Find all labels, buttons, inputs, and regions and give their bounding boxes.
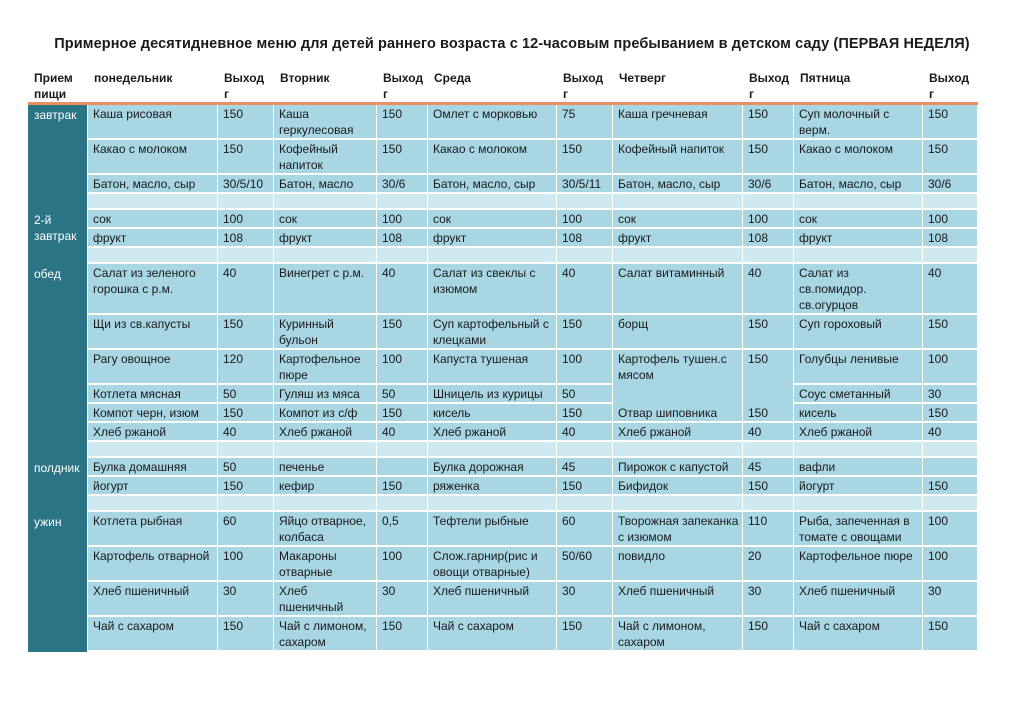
yield-cell: 40 [557,264,613,315]
dish-cell: Хлеб пшеничный [428,582,557,617]
yield-cell: 108 [557,229,613,248]
yield-cell: 100 [557,210,613,229]
yield-cell: 30/6 [377,175,428,194]
yield-cell: 100 [923,210,978,229]
yield-cell: 150 [743,105,794,140]
meal-label: ужин [28,512,88,652]
dish-cell: Творожная запеканка с изюмом [613,512,743,547]
header-friday: Пятница [794,68,923,102]
dish-cell: Чай с сахаром [428,617,557,652]
dish-cell: Каша геркулесовая [274,105,377,140]
dish-cell: Слож.гарнир(рис и овощи отварные) [428,547,557,582]
yield-cell: 40 [377,423,428,442]
dish-cell: Картофельное пюре [794,547,923,582]
dish-cell: Отвар шиповника [613,404,743,423]
dish-cell: Батон, масло, сыр [794,175,923,194]
dish-cell: Голубцы ленивые [794,350,923,385]
dish-cell: Котлета рыбная [88,512,218,547]
dish-cell: йогурт [88,477,218,496]
yield-cell: 50/60 [557,547,613,582]
yield-cell: 150 [743,404,794,423]
dish-cell: Булка домашняя [88,458,218,477]
header-yield: Выход г [557,68,613,102]
empty-cell [218,442,274,458]
dish-cell: Салат из св.помидор. св.огурцов [794,264,923,315]
yield-cell: 100 [923,512,978,547]
dish-cell: борщ [613,315,743,350]
dish-cell: Макароны отварные [274,547,377,582]
dish-cell: Хлеб ржаной [274,423,377,442]
yield-cell: 108 [218,229,274,248]
yield-cell: 100 [218,547,274,582]
yield-cell: 150 [743,617,794,652]
yield-cell: 150 [218,617,274,652]
dish-cell: Батон, масло [274,175,377,194]
meal-label: полдник [28,458,88,512]
yield-cell: 100 [218,210,274,229]
dish-cell: Капуста тушеная [428,350,557,385]
empty-cell [743,442,794,458]
yield-cell: 30/6 [743,175,794,194]
yield-cell: 0,5 [377,512,428,547]
dish-cell: Салат из зеленого горошка с р.м. [88,264,218,315]
yield-cell: 45 [743,458,794,477]
empty-cell [88,496,218,512]
dish-cell: Винегрет с р.м. [274,264,377,315]
empty-cell [274,248,377,264]
dish-cell: фрукт [428,229,557,248]
dish-cell: Какао с молоком [88,140,218,175]
yield-cell: 150 [743,315,794,350]
empty-cell [743,194,794,210]
header-tuesday: Вторник [274,68,377,102]
yield-cell: 50 [377,385,428,404]
yield-cell: 60 [557,512,613,547]
dish-cell: Котлета мясная [88,385,218,404]
yield-cell: 40 [218,423,274,442]
yield-cell [377,458,428,477]
dish-cell: Чай с лимоном, сахаром [274,617,377,652]
dish-cell: Картофель тушен.с мясом [613,350,743,385]
dish-cell: повидло [613,547,743,582]
dish-cell: Бифидок [613,477,743,496]
yield-cell: 108 [377,229,428,248]
empty-cell [218,194,274,210]
yield-cell: 30/5/10 [218,175,274,194]
yield-cell: 150 [557,404,613,423]
empty-cell [428,442,557,458]
yield-cell: 150 [377,140,428,175]
yield-cell: 40 [923,264,978,315]
header-monday: понедельник [88,68,218,102]
yield-cell: 20 [743,547,794,582]
dish-cell: ряженка [428,477,557,496]
dish-cell: сок [794,210,923,229]
yield-cell: 100 [923,547,978,582]
dish-cell: Какао с молоком [428,140,557,175]
empty-cell [743,496,794,512]
meal-label: 2-й завтрак [28,210,88,264]
dish-cell: Щи из св.капусты [88,315,218,350]
dish-cell: Булка дорожная [428,458,557,477]
yield-cell: 100 [377,210,428,229]
header-thursday: Четверг [613,68,743,102]
yield-cell: 40 [557,423,613,442]
dish-cell: Пирожок с капустой [613,458,743,477]
dish-cell: Батон, масло, сыр [428,175,557,194]
empty-cell [794,442,923,458]
yield-cell: 40 [377,264,428,315]
dish-cell: Батон, масло, сыр [613,175,743,194]
dish-cell: Гуляш из мяса [274,385,377,404]
yield-cell: 30 [377,582,428,617]
empty-cell [613,194,743,210]
empty-cell [923,248,978,264]
empty-cell [557,248,613,264]
yield-cell: 120 [218,350,274,385]
yield-cell: 150 [218,404,274,423]
dish-cell: вафли [794,458,923,477]
yield-cell: 150 [743,350,794,385]
dish-cell: Какао с молоком [794,140,923,175]
empty-cell [923,496,978,512]
empty-cell [557,442,613,458]
empty-cell [923,194,978,210]
empty-cell [613,442,743,458]
empty-cell [613,248,743,264]
yield-cell: 30 [557,582,613,617]
dish-cell: фрукт [613,229,743,248]
yield-cell: 150 [923,404,978,423]
empty-cell [274,194,377,210]
dish-cell: Рыба, запеченная в томате с овощами [794,512,923,547]
yield-cell: 150 [923,140,978,175]
yield-cell: 150 [218,105,274,140]
yield-cell: 150 [923,617,978,652]
dish-cell: Каша рисовая [88,105,218,140]
empty-cell [743,385,794,404]
yield-cell: 150 [743,477,794,496]
empty-cell [794,248,923,264]
empty-cell [88,194,218,210]
dish-cell: Хлеб пшеничный [794,582,923,617]
dish-cell: Омлет с морковью [428,105,557,140]
dish-cell: Суп молочный с верм. [794,105,923,140]
yield-cell: 150 [377,477,428,496]
dish-cell: Яйцо отварное, колбаса [274,512,377,547]
yield-cell: 40 [743,423,794,442]
dish-cell: Чай с сахаром [88,617,218,652]
dish-cell: Суп гороховый [794,315,923,350]
dish-cell: сок [274,210,377,229]
empty-cell [377,194,428,210]
dish-cell: Хлеб ржаной [88,423,218,442]
dish-cell: Компот из с/ф [274,404,377,423]
empty-cell [557,496,613,512]
header-wednesday: Среда [428,68,557,102]
empty-cell [377,248,428,264]
empty-cell [377,442,428,458]
dish-cell: фрукт [794,229,923,248]
dish-cell: сок [613,210,743,229]
yield-cell: 150 [377,617,428,652]
dish-cell: Картофельное пюре [274,350,377,385]
header-meal: Прием пищи [28,68,88,102]
yield-cell: 75 [557,105,613,140]
yield-cell: 150 [923,105,978,140]
dish-cell: Картофель отварной [88,547,218,582]
header-yield: Выход г [743,68,794,102]
dish-cell: Хлеб пшеничный [613,582,743,617]
yield-cell: 150 [923,477,978,496]
yield-cell: 150 [743,140,794,175]
empty-cell [274,496,377,512]
yield-cell: 45 [557,458,613,477]
meal-label: завтрак [28,105,88,210]
yield-cell: 150 [377,105,428,140]
empty-cell [613,385,743,404]
dish-cell: Хлеб пшеничный [274,582,377,617]
yield-cell: 150 [377,315,428,350]
dish-cell: Шницель из курицы [428,385,557,404]
yield-cell: 30 [743,582,794,617]
dish-cell: Рагу овощное [88,350,218,385]
dish-cell: кисель [428,404,557,423]
yield-cell: 150 [557,617,613,652]
dish-cell: Кофейный напиток [613,140,743,175]
yield-cell: 150 [377,404,428,423]
yield-cell: 30/5/11 [557,175,613,194]
yield-cell: 150 [557,140,613,175]
yield-cell: 108 [923,229,978,248]
header-yield: Выход г [923,68,978,102]
header-yield: Выход г [218,68,274,102]
yield-cell: 50 [557,385,613,404]
yield-cell: 40 [743,264,794,315]
yield-cell: 150 [218,140,274,175]
yield-cell: 150 [557,315,613,350]
yield-cell: 30 [218,582,274,617]
empty-cell [923,442,978,458]
empty-cell [88,442,218,458]
dish-cell: Каша гречневая [613,105,743,140]
empty-cell [377,496,428,512]
dish-cell: Кофейный напиток [274,140,377,175]
yield-cell: 40 [923,423,978,442]
empty-cell [428,496,557,512]
empty-cell [88,248,218,264]
dish-cell: Куринный бульон [274,315,377,350]
header-yield: Выход г [377,68,428,102]
dish-cell: фрукт [88,229,218,248]
yield-cell: 100 [923,350,978,385]
yield-cell: 150 [218,315,274,350]
yield-cell: 40 [218,264,274,315]
empty-cell [274,442,377,458]
yield-cell: 30 [923,582,978,617]
yield-cell: 100 [743,210,794,229]
menu-table [28,68,978,652]
dish-cell: Соус сметанный [794,385,923,404]
dish-cell: Салат витаминный [613,264,743,315]
yield-cell: 150 [923,315,978,350]
dish-cell: Батон, масло, сыр [88,175,218,194]
dish-cell: Хлеб ржаной [794,423,923,442]
empty-cell [428,248,557,264]
empty-cell [428,194,557,210]
dish-cell: Компот черн, изюм [88,404,218,423]
dish-cell: кисель [794,404,923,423]
yield-cell: 30 [923,385,978,404]
yield-cell: 60 [218,512,274,547]
dish-cell: Салат из свеклы с изюмом [428,264,557,315]
yield-cell: 100 [377,350,428,385]
yield-cell: 100 [557,350,613,385]
meal-label: обед [28,264,88,458]
dish-cell: печенье [274,458,377,477]
dish-cell: фрукт [274,229,377,248]
dish-cell: Чай с лимоном, сахаром [613,617,743,652]
yield-cell: 100 [377,547,428,582]
yield-cell: 30/6 [923,175,978,194]
dish-cell: Хлеб ржаной [428,423,557,442]
dish-cell: йогурт [794,477,923,496]
yield-cell: 150 [557,477,613,496]
yield-cell: 50 [218,458,274,477]
dish-cell: сок [428,210,557,229]
dish-cell: Суп картофельный с клецками [428,315,557,350]
dish-cell: сок [88,210,218,229]
yield-cell: 150 [218,477,274,496]
dish-cell: Хлеб ржаной [613,423,743,442]
empty-cell [613,496,743,512]
dish-cell: Хлеб пшеничный [88,582,218,617]
yield-cell: 108 [743,229,794,248]
empty-cell [794,496,923,512]
empty-cell [557,194,613,210]
page-title: Примерное десятидневное меню для детей раннего возраста с 12-часовым пребыванием в детском саду (ПЕРВАЯ НЕДЕЛЯ) [54,36,970,52]
empty-cell [218,248,274,264]
dish-cell: Тефтели рыбные [428,512,557,547]
empty-cell [218,496,274,512]
empty-cell [794,194,923,210]
empty-cell [743,248,794,264]
yield-cell [923,458,978,477]
dish-cell: кефир [274,477,377,496]
dish-cell: Чай с сахаром [794,617,923,652]
yield-cell: 110 [743,512,794,547]
yield-cell: 50 [218,385,274,404]
